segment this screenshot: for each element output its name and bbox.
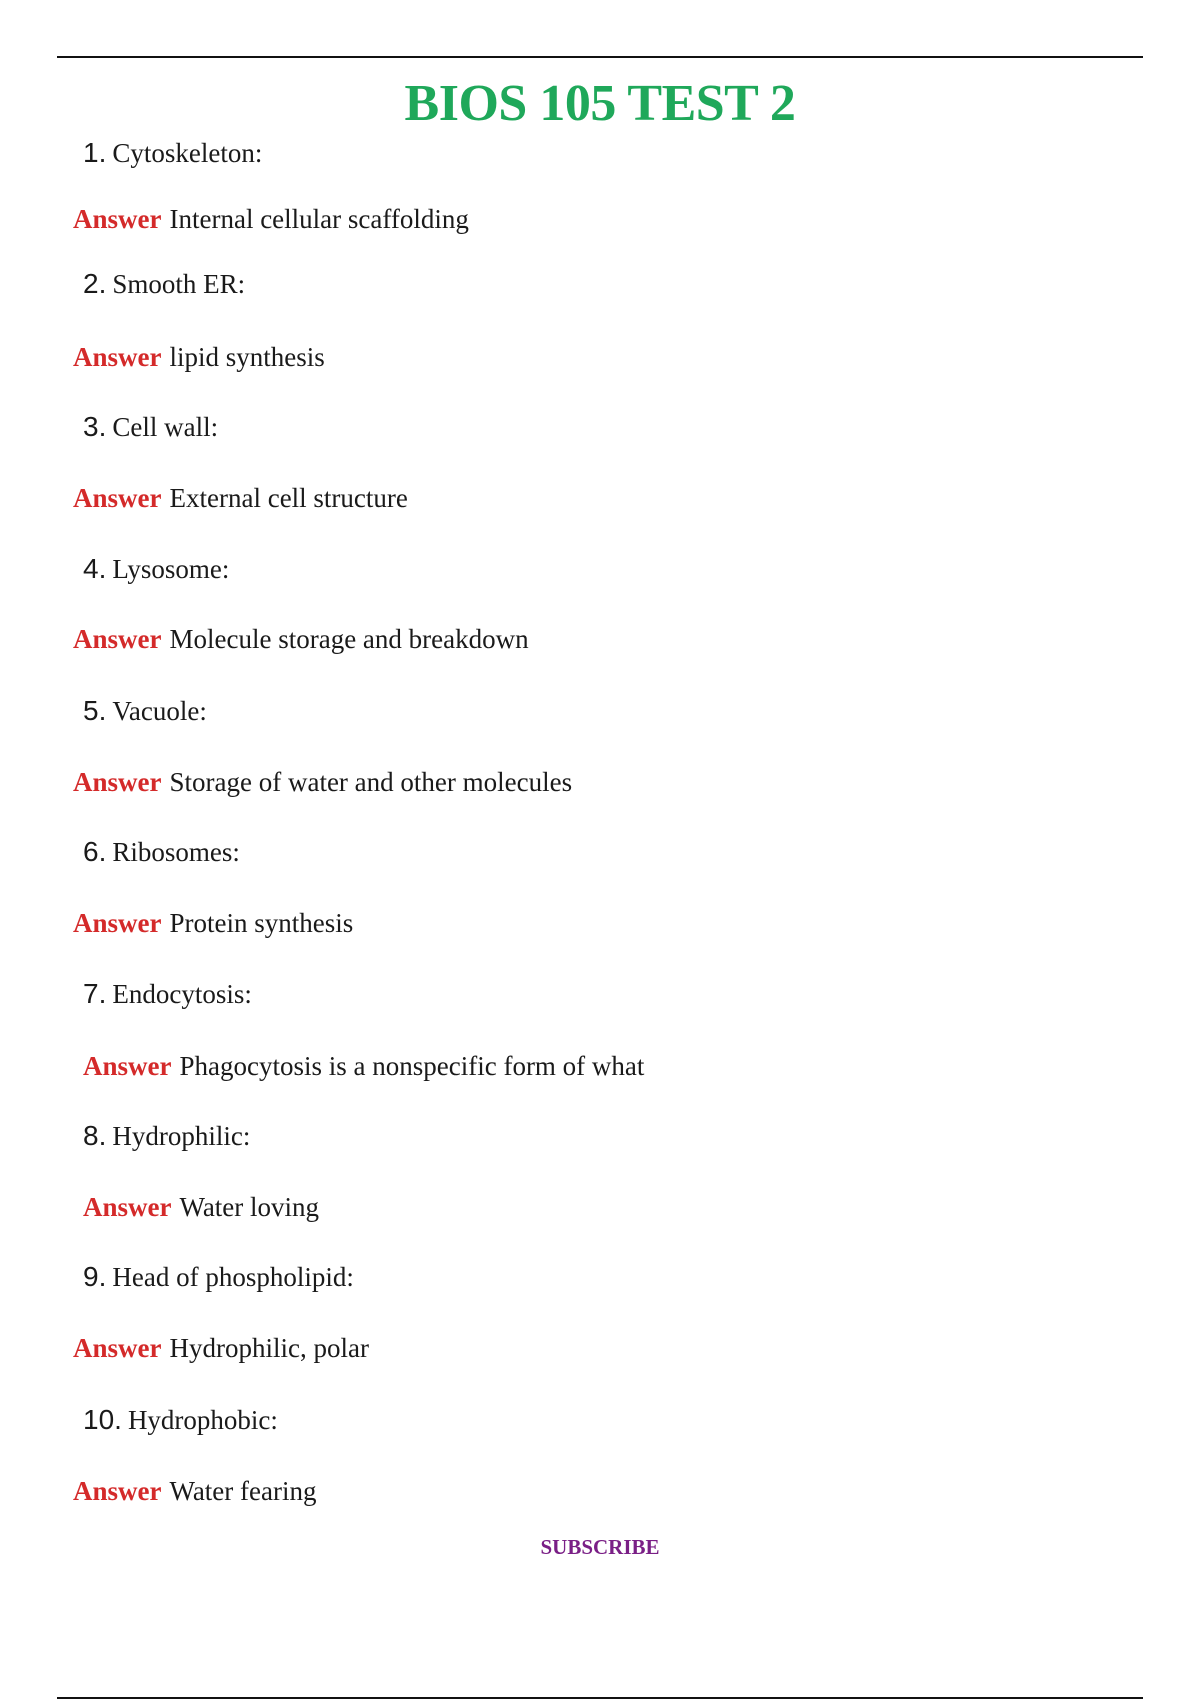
question-text: Lysosome: (112, 554, 230, 584)
question-text: Head of phospholipid: (112, 1262, 354, 1292)
answer-label: Answer (73, 624, 162, 654)
question-number: 10. (83, 1404, 122, 1435)
answer-item (73, 622, 529, 656)
answer-label: Answer (73, 908, 162, 938)
answer-text: lipid synthesis (169, 342, 325, 372)
question-item (83, 410, 218, 444)
answer-item (73, 202, 469, 236)
question-item (83, 694, 207, 728)
question-item (83, 1403, 278, 1437)
question-text: Hydrophilic: (112, 1121, 251, 1151)
answer-label: Answer (73, 342, 162, 372)
answer-text: Protein synthesis (169, 908, 354, 938)
question-text: Endocytosis: (112, 979, 252, 1009)
question-number: 4. (83, 553, 107, 584)
question-item (83, 267, 245, 301)
question-number: 2. (83, 268, 107, 299)
question-number: 8. (83, 1120, 107, 1151)
question-text: Cell wall: (112, 412, 219, 442)
answer-label: Answer (73, 1476, 162, 1506)
question-item (83, 835, 240, 869)
answer-label: Answer (83, 1192, 172, 1222)
question-number: 6. (83, 836, 107, 867)
question-number: 1. (83, 137, 107, 168)
answer-text: Molecule storage and breakdown (169, 624, 529, 654)
answer-item (83, 1049, 644, 1083)
answer-text: Phagocytosis is a nonspecific form of what (179, 1051, 645, 1081)
answer-item (73, 1331, 369, 1365)
answer-item (73, 1474, 316, 1508)
answer-label: Answer (73, 204, 162, 234)
answer-item (73, 481, 408, 515)
answer-item (73, 906, 353, 940)
answer-text: Internal cellular scaffolding (169, 204, 469, 234)
question-text: Ribosomes: (112, 837, 240, 867)
question-number: 9. (83, 1261, 107, 1292)
question-number: 7. (83, 978, 107, 1009)
answer-text: Water fearing (169, 1476, 317, 1506)
answer-label: Answer (73, 483, 162, 513)
question-item (83, 977, 252, 1011)
question-number: 5. (83, 695, 107, 726)
question-number: 3. (83, 411, 107, 442)
answer-label: Answer (73, 767, 162, 797)
answer-text: Hydrophilic, polar (169, 1333, 369, 1363)
question-item (83, 1260, 354, 1294)
page-title: BIOS 105 TEST 2 (404, 75, 796, 132)
question-item (83, 136, 262, 170)
question-item (83, 1119, 250, 1153)
bottom-rule (57, 1697, 1143, 1699)
answer-label: Answer (83, 1051, 172, 1081)
answer-text: External cell structure (169, 483, 408, 513)
subscribe-link[interactable]: SUBSCRIBE (540, 1535, 660, 1559)
question-text: Vacuole: (112, 696, 207, 726)
answer-label: Answer (73, 1333, 162, 1363)
answer-item (83, 1190, 319, 1224)
answer-item (73, 340, 325, 374)
answer-text: Storage of water and other molecules (169, 767, 573, 797)
top-rule (57, 56, 1143, 58)
answer-text: Water loving (179, 1192, 320, 1222)
answer-item (73, 765, 572, 799)
question-text: Hydrophobic: (127, 1405, 278, 1435)
question-text: Cytoskeleton: (112, 138, 263, 168)
question-text: Smooth ER: (112, 269, 246, 299)
question-item (83, 552, 229, 586)
